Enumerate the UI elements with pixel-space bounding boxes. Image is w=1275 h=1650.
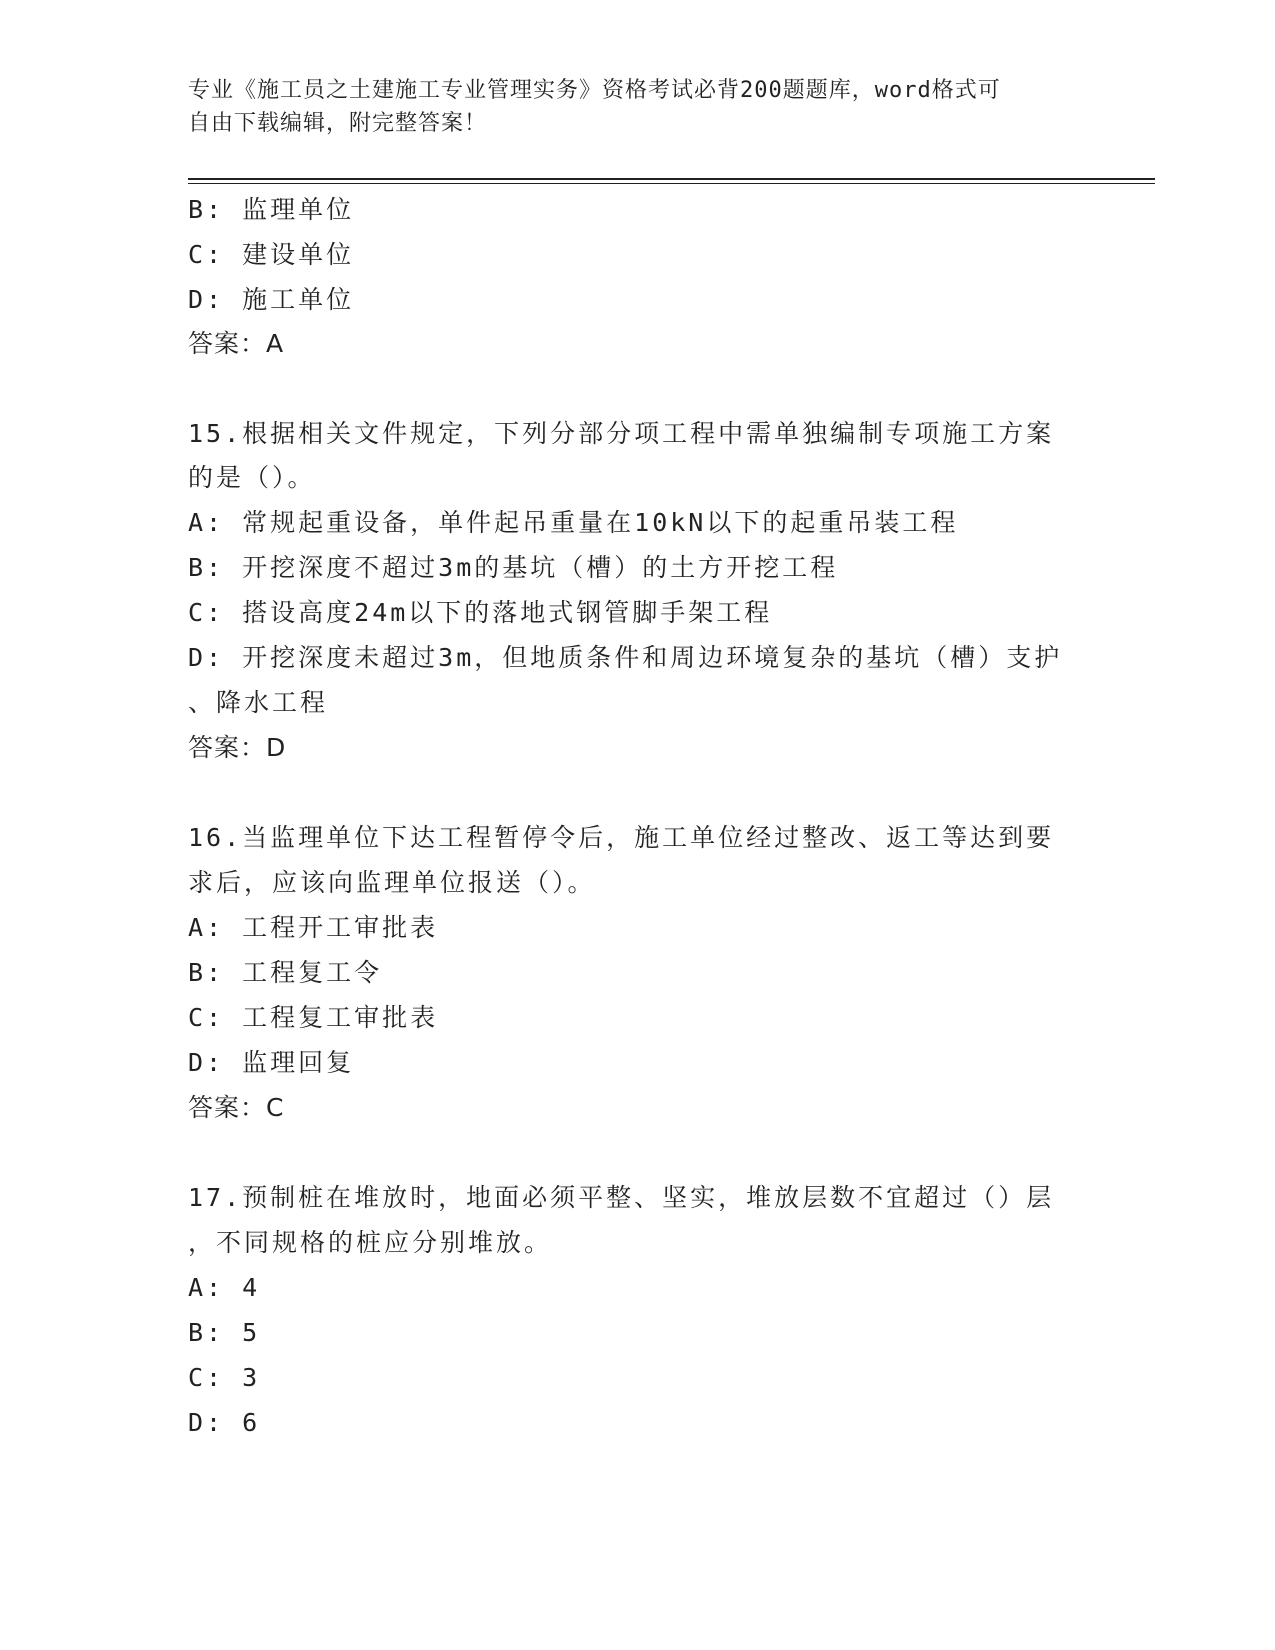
q16-option-a: A: 工程开工审批表 (188, 913, 439, 942)
q17-stem-line-2: ，不同规格的桩应分别堆放。 (188, 1228, 553, 1257)
q14-option-d: D: 施工单位 (188, 285, 355, 314)
q15-stem-line-2: 的是（）。 (188, 463, 316, 492)
header-line-2: 自由下载编辑，附完整答案！ (188, 111, 488, 136)
q17-option-d: D: 6 (188, 1408, 261, 1437)
q15-answer: 答案：D (188, 733, 287, 762)
q16-option-d: D: 监理回复 (188, 1048, 355, 1077)
q15-option-d-line-2: 、降水工程 (188, 688, 329, 717)
q16-option-b: B: 工程复工令 (188, 958, 383, 987)
q16-stem-line-1: 16.当监理单位下达工程暂停令后，施工单位经过整改、返工等达到要 (188, 823, 1055, 852)
q15-option-d-line-1: D: 开挖深度未超过3m，但地质条件和周边环境复杂的基坑（槽）支护 (188, 643, 1063, 672)
q17-option-b: B: 5 (188, 1318, 261, 1347)
document-header (188, 74, 1068, 140)
q14-answer: 答案：A (188, 329, 285, 358)
q14-option-b: B: 监理单位 (188, 195, 355, 224)
q17-option-c: C: 3 (188, 1363, 261, 1392)
q17-option-a: A: 4 (188, 1273, 261, 1302)
q15-option-a: A: 常规起重设备，单件起吊重量在10kN以下的起重吊装工程 (188, 508, 959, 537)
header-rule-thick (188, 178, 1155, 180)
q16-stem-line-2: 求后，应该向监理单位报送（）。 (188, 868, 596, 897)
q14-option-c: C: 建设单位 (188, 240, 355, 269)
q15-option-b: B: 开挖深度不超过3m的基坑（槽）的土方开挖工程 (188, 553, 839, 582)
q16-answer: 答案：C (188, 1093, 285, 1122)
header-rule-thin (188, 183, 1155, 184)
q15-option-c: C: 搭设高度24m以下的落地式钢管脚手架工程 (188, 598, 773, 627)
q17-stem-line-1: 17.预制桩在堆放时，地面必须平整、坚实，堆放层数不宜超过（）层 (188, 1183, 1055, 1212)
q16-option-c: C: 工程复工审批表 (188, 1003, 439, 1032)
q15-stem-line-1: 15.根据相关文件规定，下列分部分项工程中需单独编制专项施工方案 (188, 419, 1055, 448)
header-line-1: 专业《施工员之土建施工专业管理实务》资格考试必背200题题库，word格式可 (188, 78, 1001, 103)
